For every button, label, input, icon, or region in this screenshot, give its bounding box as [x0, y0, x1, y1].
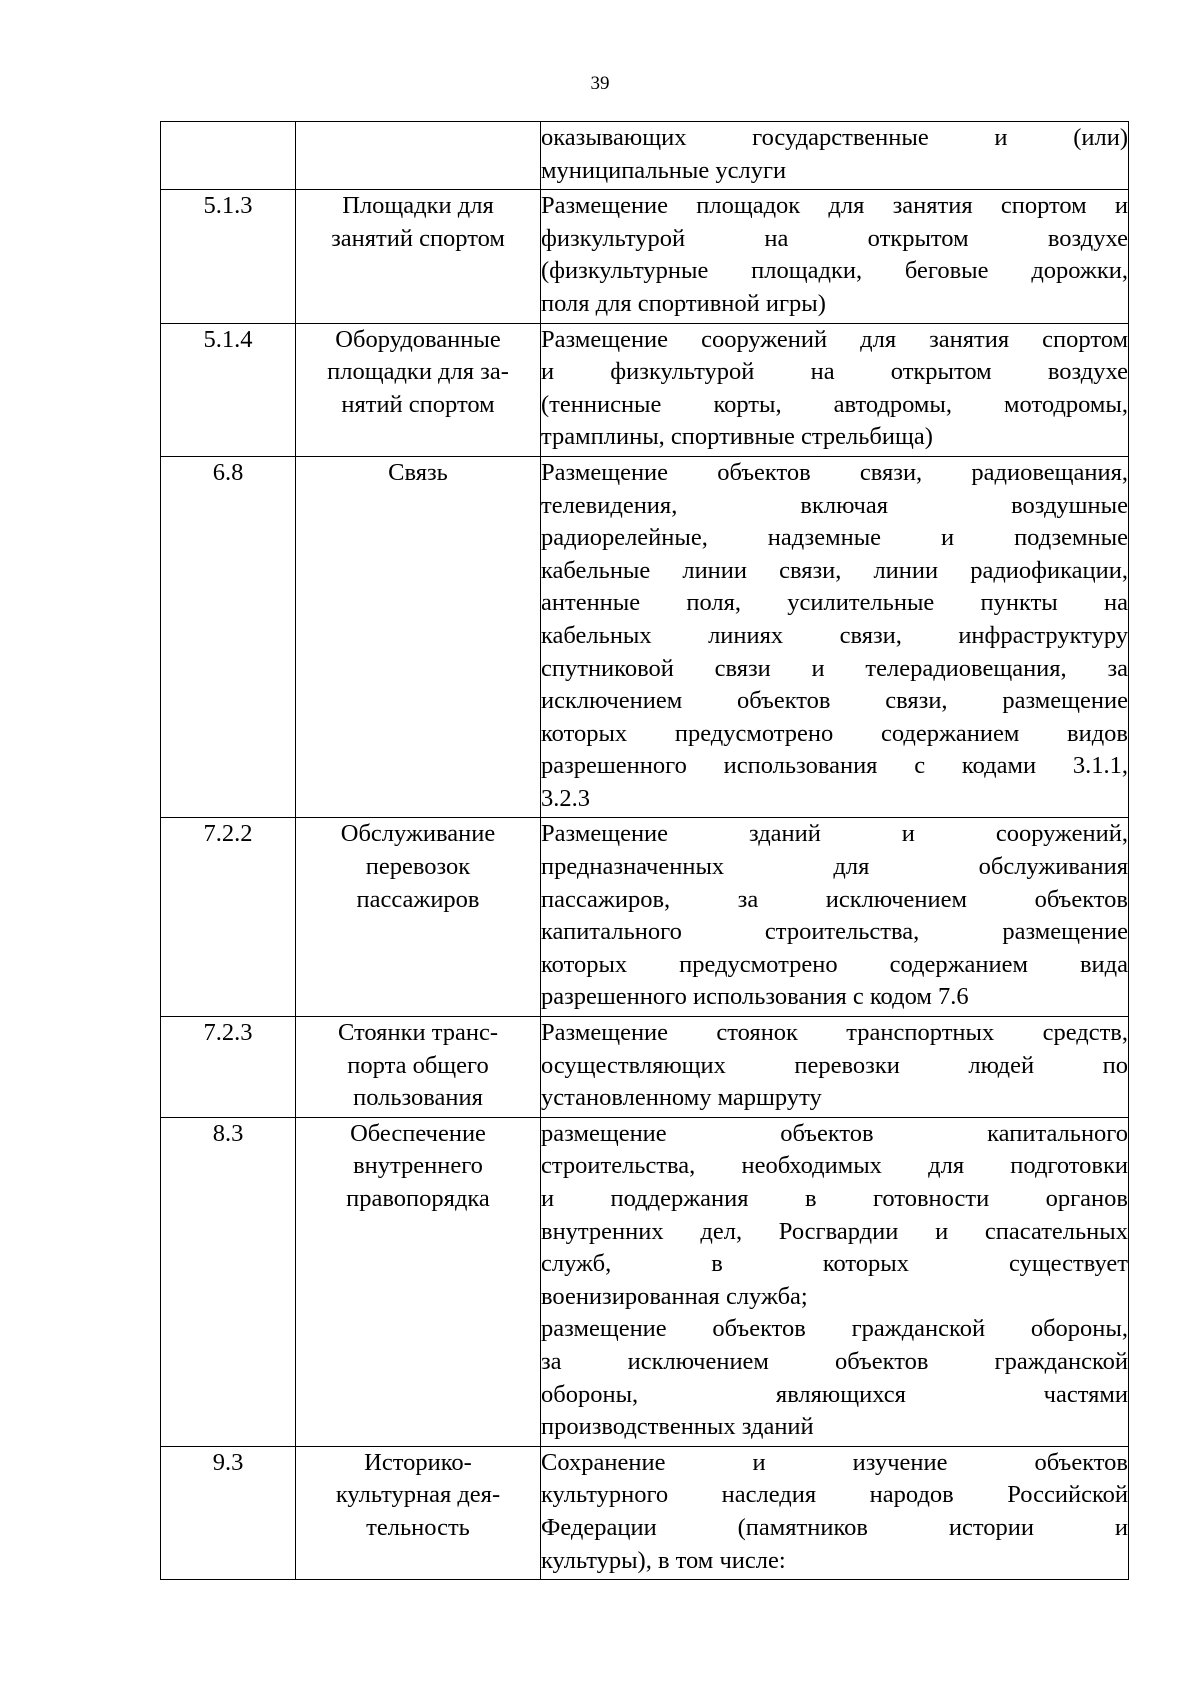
- description-cell: [541, 122, 1129, 190]
- name-line: площадки для за-: [327, 358, 509, 386]
- description-line: разрешенного использования с кодом 7.6: [541, 983, 969, 1011]
- name-cell: [296, 818, 541, 1017]
- description-line: муниципальные услуги: [541, 156, 787, 184]
- table-row: [161, 818, 1129, 1017]
- code-cell: 9.3: [161, 1446, 296, 1579]
- description-cell: [541, 323, 1129, 456]
- name-line: Стоянки транс-: [338, 1019, 498, 1047]
- description-line: культуры), в том числе:: [541, 1546, 786, 1574]
- name-line: перевозок: [365, 853, 471, 881]
- name-line: внутреннего: [353, 1152, 483, 1180]
- name-line: правопорядка: [346, 1185, 490, 1212]
- description-line: размещение объектов капитального: [541, 1119, 1128, 1147]
- description-line: установленному маршруту: [541, 1084, 822, 1112]
- name-line: пассажиров: [356, 885, 480, 913]
- name-cell: [296, 323, 541, 456]
- name-line: занятий спортом: [331, 224, 505, 252]
- description-cell: [541, 1017, 1129, 1118]
- description-cell: [541, 456, 1129, 818]
- description-line: радиорелейные, надземные и подземные: [541, 524, 1128, 552]
- name-cell: [296, 190, 541, 323]
- code-cell: 5.1.4: [161, 323, 296, 456]
- description-line: внутренних дел, Росгвардии и спасательных: [541, 1217, 1128, 1245]
- name-line: пользования: [353, 1084, 483, 1112]
- description-line: пассажиров, за исключением объектов: [541, 885, 1128, 913]
- code-cell: 7.2.2: [161, 818, 296, 1017]
- description-cell: [541, 818, 1129, 1017]
- description-line: строительства, необходимых для подготовки: [541, 1152, 1128, 1180]
- description-line: физкультурой на открытом воздухе: [541, 224, 1128, 252]
- description-line: телевидения, включая воздушные: [541, 491, 1128, 519]
- name-cell: [296, 456, 541, 818]
- description-line: Сохранение и изучение объектов: [541, 1448, 1128, 1476]
- name-line: Историко-: [364, 1448, 472, 1476]
- name-cell: [296, 1017, 541, 1118]
- name-cell: [296, 1446, 541, 1579]
- name-line: нятий спортом: [341, 390, 495, 418]
- description-line: Размещение стоянок транспортных средств,: [541, 1019, 1128, 1047]
- description-line: обороны, являющихся частями: [541, 1380, 1128, 1408]
- table-row: [161, 323, 1129, 456]
- table-row: [161, 1017, 1129, 1118]
- description-line: кабельные линии связи, линии радиофикации,: [541, 556, 1128, 584]
- table-row: [161, 122, 1129, 190]
- name-line: Обслуживание: [340, 820, 496, 848]
- description-line: трамплины, спортивные стрельбища): [541, 423, 933, 451]
- name-line: порта общего: [347, 1051, 489, 1079]
- table-row: [161, 456, 1129, 818]
- name-line: культурная дея-: [335, 1481, 501, 1509]
- name-line: Связь: [388, 458, 448, 486]
- description-line: (теннисные корты, автодромы, мотодромы,: [541, 390, 1128, 418]
- description-line: разрешенного использования с кодами 3.1.1,: [541, 752, 1128, 780]
- description-line: антенные поля, усилительные пункты на: [541, 589, 1128, 617]
- description-line: капитального строительства, размещение: [541, 918, 1128, 946]
- code-cell: [161, 122, 296, 190]
- code-cell: 6.8: [161, 456, 296, 818]
- description-line: Федерации (памятников истории и: [541, 1513, 1128, 1541]
- description-line: военизированная служба;: [541, 1282, 808, 1310]
- description-line: Размещение площадок для занятия спортом и: [541, 192, 1128, 220]
- description-line: (физкультурные площадки, беговые дорожки,: [541, 257, 1128, 285]
- table-row: [161, 190, 1129, 323]
- description-line: Размещение зданий и сооружений,: [541, 820, 1128, 848]
- description-line: производственных зданий: [541, 1413, 814, 1441]
- description-cell: [541, 1117, 1129, 1446]
- description-line: кабельных линиях связи, инфраструктуру: [541, 621, 1128, 649]
- description-line: 3.2.3: [541, 784, 590, 812]
- description-line: Размещение сооружений для занятия спортом: [541, 325, 1128, 353]
- description-line: которых предусмотрено содержанием вида: [541, 950, 1128, 978]
- description-line: которых предусмотрено содержанием видов: [541, 719, 1128, 747]
- table-row: [161, 1446, 1129, 1579]
- code-cell: 7.2.3: [161, 1017, 296, 1118]
- description-cell: [541, 190, 1129, 323]
- description-line: поля для спортивной игры): [541, 289, 826, 317]
- name-line: Оборудованные: [335, 325, 501, 353]
- description-line: размещение объектов гражданской обороны,: [541, 1315, 1128, 1343]
- description-line: и физкультурой на открытом воздухе: [541, 358, 1128, 386]
- code-cell: 5.1.3: [161, 190, 296, 323]
- table-body: [161, 122, 1129, 1580]
- page-number: 39: [590, 73, 610, 94]
- description-line: за исключением объектов гражданской: [541, 1347, 1128, 1375]
- description-line: предназначенных для обслуживания: [541, 853, 1128, 881]
- description-line: осуществляющих перевозки людей по: [541, 1051, 1128, 1079]
- name-cell: [296, 122, 541, 190]
- code-cell: 8.3: [161, 1117, 296, 1446]
- description-cell: [541, 1446, 1129, 1579]
- description-line: и поддержания в готовности органов: [541, 1185, 1128, 1212]
- name-line: тельность: [366, 1513, 470, 1541]
- name-line: Площадки для: [342, 192, 494, 220]
- description-line: Размещение объектов связи, радиовещания,: [541, 458, 1128, 486]
- description-line: служб, в которых существует: [541, 1250, 1128, 1278]
- name-line: Обеспечение: [350, 1119, 486, 1147]
- description-line: культурного наследия народов Российской: [541, 1481, 1128, 1509]
- description-line: оказывающих государственные и (или): [541, 124, 1128, 151]
- description-line: исключением объектов связи, размещение: [541, 687, 1128, 715]
- description-line: спутниковой связи и телерадиовещания, за: [541, 654, 1128, 682]
- land-use-table: [160, 121, 1129, 1580]
- table-row: [161, 1117, 1129, 1446]
- name-cell: [296, 1117, 541, 1446]
